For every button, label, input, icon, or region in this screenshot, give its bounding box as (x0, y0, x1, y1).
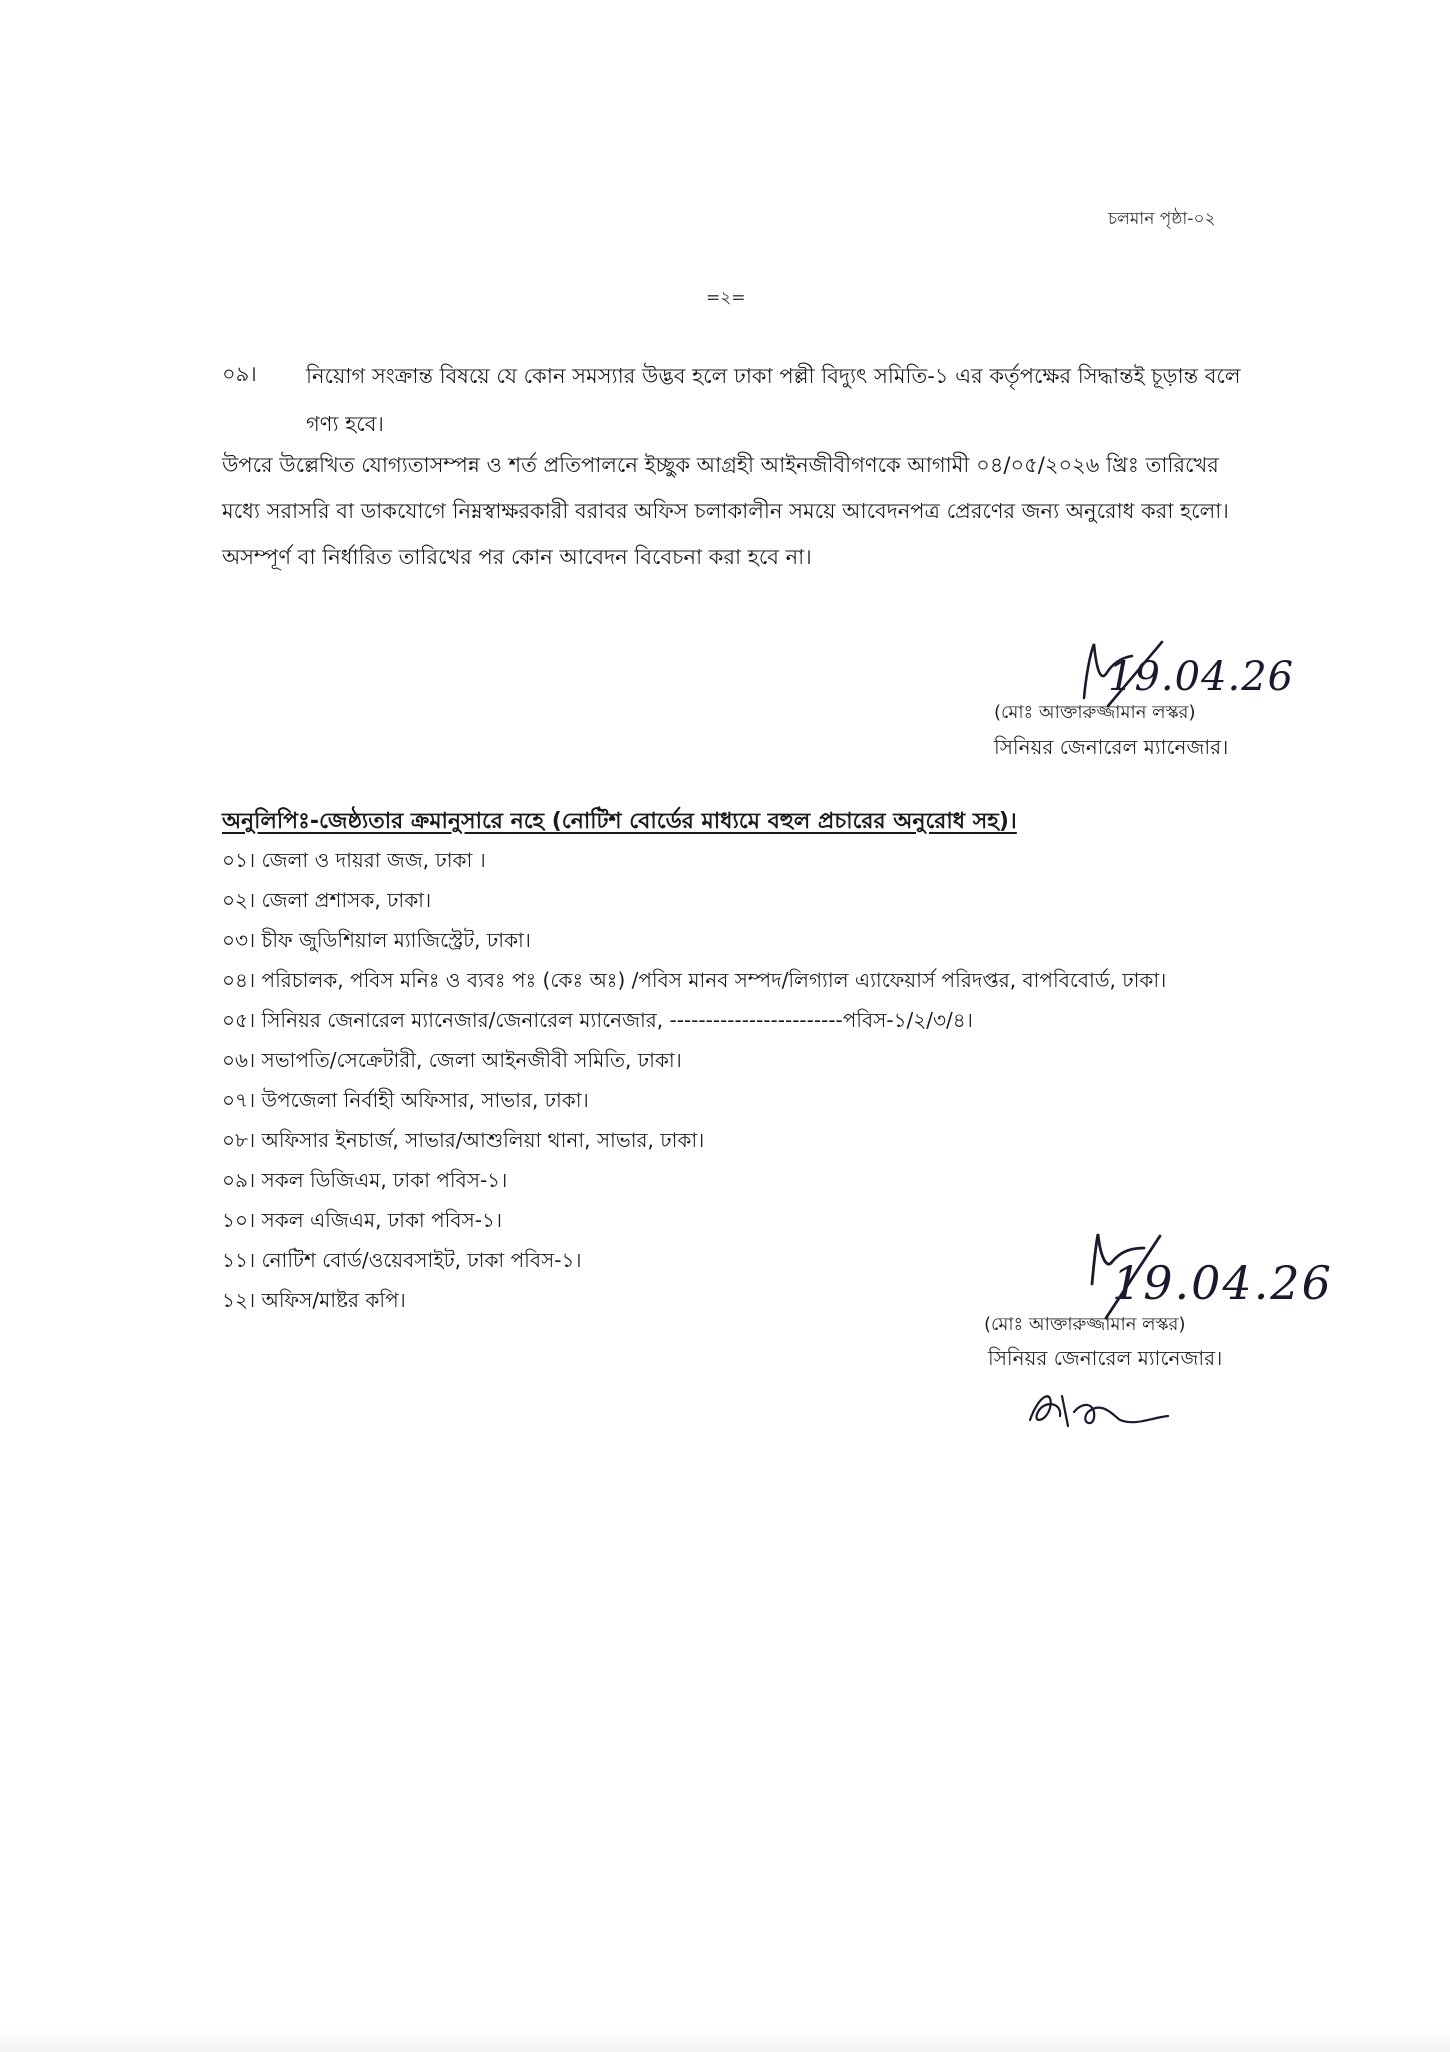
list-item: ১২। অফিস/মাষ্টর কপি। (222, 1288, 406, 1312)
application-paragraph: উপরে উল্লেখিত যোগ্যতাসম্পন্ন ও শর্ত প্রতিপালনে ইচ্ছুক আগ্রহী আইনজীবীগণকে আগামী ০৪/০৫/২০২৬ খ্রিঃ তারিখের মধ্যে সরাসরি বা ডাকযোগে নিম্নস্বাক্ষরকারী বরাবর অফিস চলাকালীন সময়ে আবেদনপত্র প্রেরণের জন্য অনুরোধ করা হলো। অসম্পূর্ণ বা নির্ধারিত তারিখের পর কোন আবেদন বিবেচনা করা হবে না। (222, 453, 1229, 569)
list-item: ০৭। উপজেলা নির্বাহী অফিসার, সাভার, ঢাকা। (222, 1088, 589, 1112)
signature-1-name: (মোঃ আক্তারুজ্জামান লস্কর) (994, 702, 1196, 723)
copy-to-heading: অনুলিপিঃ-জেষ্ঠ্যতার ক্রমানুসারে নহে (নোটিশ বোর্ডের মাধ্যমে বহুল প্রচারের অনুরোধ সহ)। (222, 809, 1017, 834)
page-label: চলমান পৃষ্ঠা-০২ (1108, 209, 1216, 229)
initials-signature-icon (1010, 1382, 1190, 1438)
list-item: ১০। সকল এজিএম, ঢাকা পবিস-১। (222, 1208, 503, 1232)
clause-number: ০৯। (222, 362, 257, 386)
copy-to-list (222, 840, 1166, 1320)
list-item: ০৯। সকল ডিজিএম, ঢাকা পবিস-১। (222, 1168, 508, 1192)
list-item: ০২। জেলা প্রশাসক, ঢাকা। (222, 888, 432, 912)
signature-2-date: 19.04.26 (1112, 1256, 1333, 1310)
list-item: ০১। জেলা ও দায়রা জজ, ঢাকা । (222, 848, 486, 872)
signature-2-name: (মোঃ আক্তারুজ্জামান লস্কর) (984, 1314, 1186, 1335)
scan-bottom-edge (0, 2028, 1450, 2052)
signature-2-title: সিনিয়র জেনারেল ম্যানেজার। (988, 1346, 1223, 1370)
list-item: ০৪। পরিচালক, পবিস মনিঃ ও ব্যবঃ পঃ (কেঃ অঃ) /পবিস মানব সম্পদ/লিগ্যাল এ্যাফেয়ার্স পরিদপ্তর, বাপবিবোর্ড, ঢাকা। (222, 968, 1167, 992)
list-item: ০৫। সিনিয়র জেনারেল ম্যানেজার/জেনারেল ম্যানেজার, ------------------------পবিস-১/২/৩/৪। (222, 1008, 973, 1032)
list-item: ০৮। অফিসার ইনচার্জ, সাভার/আশুলিয়া থানা, সাভার, ঢাকা। (222, 1128, 705, 1152)
list-item: ০৩। চীফ জুডিশিয়াল ম্যাজিস্ট্রেট, ঢাকা। (222, 928, 531, 952)
signature-1-title: সিনিয়র জেনারেল ম্যানেজার। (994, 735, 1229, 759)
list-item: ০৬। সভাপতি/সেক্রেটারী, জেলা আইনজীবী সমিতি, ঢাকা। (222, 1048, 682, 1072)
page-number: =২= (706, 288, 746, 308)
list-item: ১১। নোটিশ বোর্ড/ওয়েবসাইট, ঢাকা পবিস-১। (222, 1248, 582, 1272)
clause-text: নিয়োগ সংক্রান্ত বিষয়ে যে কোন সমস্যার উদ্ভব হলে ঢাকা পল্লী বিদ্যুৎ সমিতি-১ এর কর্তৃপক্ষের সিদ্ধান্তই চূড়ান্ত বলে গণ্য হবে। (306, 364, 1241, 436)
signature-1-date: 19.04.26 (1108, 654, 1295, 700)
